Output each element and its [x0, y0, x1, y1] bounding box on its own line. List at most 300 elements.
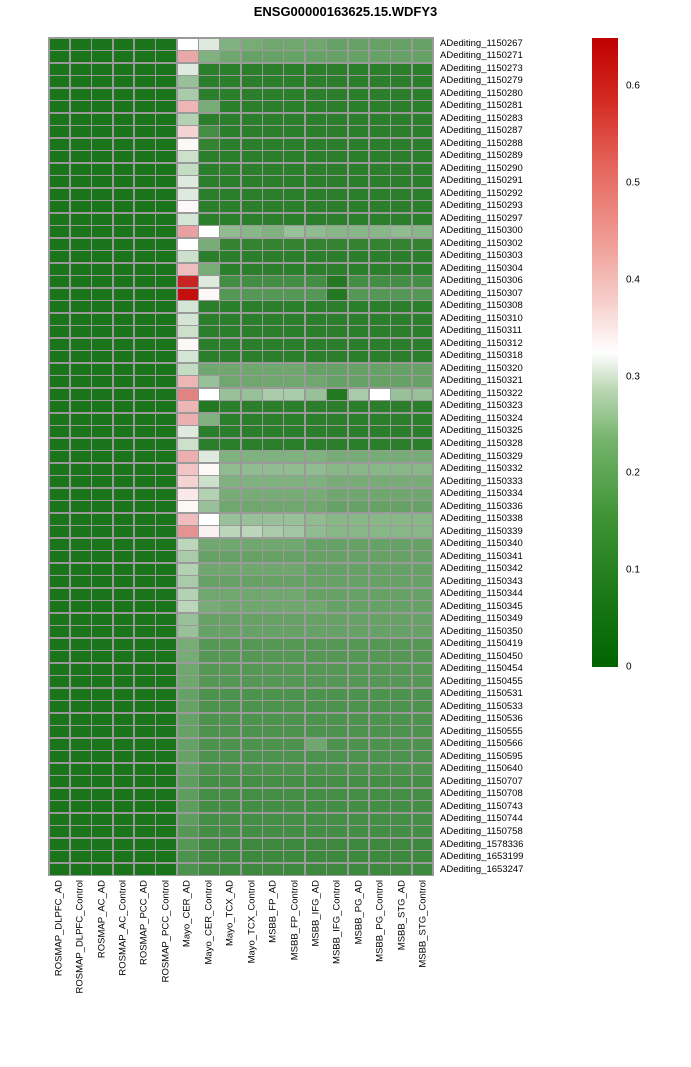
heatmap-cell — [349, 264, 369, 275]
heatmap-cell — [263, 789, 283, 800]
heatmap-cell — [349, 389, 369, 400]
heatmap-cell — [220, 726, 240, 737]
heatmap-cell — [114, 464, 134, 475]
row-label: ADediting_1150312 — [440, 337, 523, 349]
heatmap-cell — [199, 801, 219, 812]
heatmap-cell — [327, 314, 347, 325]
heatmap-cell — [306, 826, 326, 837]
heatmap-cell — [327, 226, 347, 237]
column-label: ROSMAP_AC_Control — [117, 880, 129, 976]
heatmap-cell — [220, 539, 240, 550]
heatmap-cell — [114, 301, 134, 312]
heatmap-cell — [327, 551, 347, 562]
heatmap-cell — [92, 76, 112, 87]
heatmap-cell — [92, 151, 112, 162]
heatmap-cell — [220, 164, 240, 175]
heatmap-cell — [199, 439, 219, 450]
row-label: ADediting_1150303 — [440, 250, 523, 262]
row-label: ADediting_1150707 — [440, 775, 523, 787]
heatmap-cell — [50, 851, 70, 862]
row-label: ADediting_1150708 — [440, 788, 523, 800]
heatmap-cell — [135, 139, 155, 150]
heatmap-cell — [92, 351, 112, 362]
heatmap-cell — [263, 339, 283, 350]
heatmap-cell — [156, 214, 176, 225]
heatmap-cell — [242, 126, 262, 137]
heatmap-cell — [327, 289, 347, 300]
row-label: ADediting_1150279 — [440, 75, 523, 87]
heatmap-cell — [156, 39, 176, 50]
heatmap-cell — [263, 751, 283, 762]
heatmap-cell — [135, 239, 155, 250]
heatmap-cell — [284, 176, 304, 187]
heatmap-cell — [284, 814, 304, 825]
heatmap-cell — [306, 51, 326, 62]
heatmap-cell — [242, 539, 262, 550]
heatmap-grid — [48, 37, 434, 876]
legend-tick-label: 0.4 — [626, 274, 640, 286]
heatmap-cell — [327, 201, 347, 212]
heatmap-cell — [370, 389, 390, 400]
column-label-slot — [69, 880, 90, 1040]
heatmap-cell — [199, 426, 219, 437]
heatmap-cell — [391, 51, 411, 62]
heatmap-cell — [284, 139, 304, 150]
heatmap-cell — [413, 426, 433, 437]
heatmap-cell — [370, 351, 390, 362]
row-label: ADediting_1150297 — [440, 212, 523, 224]
heatmap-cell — [114, 289, 134, 300]
heatmap-cell — [220, 201, 240, 212]
heatmap-cell — [156, 751, 176, 762]
column-label-slot — [91, 880, 112, 1040]
heatmap-cell — [71, 451, 91, 462]
heatmap-cell — [50, 839, 70, 850]
heatmap-cell — [391, 551, 411, 562]
heatmap-cell — [199, 289, 219, 300]
row-label: ADediting_1150302 — [440, 237, 523, 249]
heatmap-cell — [263, 826, 283, 837]
heatmap-cell — [135, 526, 155, 537]
heatmap-cell — [391, 489, 411, 500]
heatmap-cell — [135, 464, 155, 475]
heatmap-cell — [349, 89, 369, 100]
heatmap-cell — [199, 539, 219, 550]
heatmap-cell — [413, 214, 433, 225]
heatmap-cell — [199, 764, 219, 775]
heatmap-cell — [370, 226, 390, 237]
heatmap-cell — [391, 801, 411, 812]
heatmap-cell — [284, 526, 304, 537]
heatmap-cell — [327, 339, 347, 350]
heatmap-cell — [306, 264, 326, 275]
heatmap-cell — [71, 239, 91, 250]
heatmap-cell — [327, 401, 347, 412]
heatmap-cell — [413, 739, 433, 750]
heatmap-cell — [306, 689, 326, 700]
heatmap-cell — [284, 376, 304, 387]
heatmap-cell — [220, 239, 240, 250]
heatmap-cell — [327, 564, 347, 575]
heatmap-cell — [199, 164, 219, 175]
heatmap-cell — [284, 164, 304, 175]
row-label: ADediting_1150325 — [440, 425, 523, 437]
heatmap-cell — [114, 51, 134, 62]
heatmap-cell — [92, 751, 112, 762]
column-label: ROSMAP_PCC_Control — [160, 880, 172, 983]
heatmap-cell — [220, 114, 240, 125]
heatmap-cell — [391, 701, 411, 712]
heatmap-cell — [135, 726, 155, 737]
heatmap-cell — [178, 451, 198, 462]
heatmap-cell — [413, 501, 433, 512]
heatmap-cell — [327, 814, 347, 825]
column-label: MSBB_PG_Control — [374, 880, 386, 962]
heatmap-cell — [263, 639, 283, 650]
heatmap-cell — [306, 439, 326, 450]
heatmap-cell — [391, 476, 411, 487]
heatmap-cell — [263, 551, 283, 562]
heatmap-cell — [220, 89, 240, 100]
heatmap-cell — [114, 389, 134, 400]
heatmap-cell — [50, 251, 70, 262]
heatmap-cell — [92, 451, 112, 462]
heatmap-cell — [349, 489, 369, 500]
heatmap-cell — [156, 276, 176, 287]
heatmap-cell — [135, 301, 155, 312]
heatmap-cell — [349, 64, 369, 75]
heatmap-cell — [327, 839, 347, 850]
heatmap-cell — [199, 751, 219, 762]
heatmap-cell — [199, 614, 219, 625]
heatmap-cell — [135, 514, 155, 525]
heatmap-cell — [327, 101, 347, 112]
heatmap-cell — [391, 851, 411, 862]
heatmap-cell — [199, 351, 219, 362]
heatmap-cell — [306, 64, 326, 75]
heatmap-cell — [220, 626, 240, 637]
heatmap-cell — [114, 751, 134, 762]
heatmap-cell — [220, 176, 240, 187]
heatmap-cell — [327, 826, 347, 837]
heatmap-cell — [220, 326, 240, 337]
heatmap-cell — [71, 376, 91, 387]
heatmap-cell — [135, 226, 155, 237]
heatmap-cell — [50, 639, 70, 650]
column-label: ROSMAP_DLPFC_Control — [74, 880, 86, 994]
row-label: ADediting_1150336 — [440, 500, 523, 512]
heatmap-cell — [370, 764, 390, 775]
heatmap-cell — [92, 526, 112, 537]
heatmap-cell — [135, 414, 155, 425]
heatmap-plot[interactable] — [48, 37, 434, 876]
heatmap-cell — [199, 714, 219, 725]
page-title: ENSG00000163625.15.WDFY3 — [253, 4, 438, 19]
heatmap-cell — [71, 826, 91, 837]
heatmap-cell — [242, 301, 262, 312]
heatmap-cell — [306, 426, 326, 437]
heatmap-cell — [327, 39, 347, 50]
heatmap-cell — [199, 839, 219, 850]
heatmap-cell — [114, 639, 134, 650]
heatmap-cell — [391, 364, 411, 375]
heatmap-cell — [178, 551, 198, 562]
heatmap-cell — [370, 814, 390, 825]
heatmap-cell — [50, 489, 70, 500]
heatmap-cell — [306, 601, 326, 612]
column-label: ROSMAP_AC_AD — [95, 880, 107, 959]
heatmap-cell — [391, 464, 411, 475]
heatmap-cell — [284, 689, 304, 700]
heatmap-cell — [306, 139, 326, 150]
row-label: ADediting_1150306 — [440, 275, 523, 287]
heatmap-cell — [284, 326, 304, 337]
column-label: Mayo_TCX_AD — [224, 880, 236, 946]
color-legend — [592, 38, 640, 673]
heatmap-cell — [220, 351, 240, 362]
heatmap-cell — [327, 489, 347, 500]
heatmap-cell — [156, 601, 176, 612]
heatmap-cell — [327, 589, 347, 600]
heatmap-cell — [156, 526, 176, 537]
heatmap-cell — [263, 114, 283, 125]
heatmap-cell — [135, 864, 155, 875]
heatmap-cell — [413, 126, 433, 137]
heatmap-cell — [114, 476, 134, 487]
heatmap-cell — [413, 689, 433, 700]
heatmap-cell — [135, 839, 155, 850]
heatmap-cell — [349, 664, 369, 675]
heatmap-cell — [370, 276, 390, 287]
heatmap-cell — [156, 651, 176, 662]
heatmap-cell — [114, 576, 134, 587]
heatmap-cell — [263, 289, 283, 300]
heatmap-cell — [242, 339, 262, 350]
heatmap-cell — [92, 626, 112, 637]
heatmap-cell — [92, 701, 112, 712]
heatmap-cell — [156, 664, 176, 675]
heatmap-cell — [114, 814, 134, 825]
heatmap-cell — [50, 76, 70, 87]
heatmap-cell — [50, 64, 70, 75]
heatmap-cell — [413, 264, 433, 275]
row-label: ADediting_1150345 — [440, 600, 523, 612]
heatmap-cell — [370, 526, 390, 537]
heatmap-cell — [199, 514, 219, 525]
heatmap-cell — [178, 314, 198, 325]
heatmap-cell — [263, 189, 283, 200]
heatmap-cell — [306, 701, 326, 712]
heatmap-cell — [284, 789, 304, 800]
heatmap-cell — [220, 864, 240, 875]
heatmap-cell — [156, 801, 176, 812]
heatmap-cell — [284, 401, 304, 412]
heatmap-cell — [327, 301, 347, 312]
heatmap-cell — [71, 864, 91, 875]
heatmap-cell — [413, 464, 433, 475]
heatmap-cell — [71, 164, 91, 175]
heatmap-cell — [114, 526, 134, 537]
column-label-slot — [198, 880, 219, 1040]
heatmap-cell — [370, 726, 390, 737]
heatmap-cell — [370, 739, 390, 750]
heatmap-cell — [71, 276, 91, 287]
heatmap-cell — [413, 726, 433, 737]
heatmap-cell — [327, 151, 347, 162]
heatmap-cell — [50, 764, 70, 775]
heatmap-cell — [242, 826, 262, 837]
heatmap-cell — [327, 576, 347, 587]
heatmap-cell — [327, 476, 347, 487]
heatmap-cell — [135, 376, 155, 387]
heatmap-cell — [114, 114, 134, 125]
heatmap-cell — [50, 739, 70, 750]
column-label: Mayo_TCX_Control — [245, 880, 257, 964]
heatmap-cell — [370, 114, 390, 125]
heatmap-cell — [370, 489, 390, 500]
heatmap-cell — [50, 139, 70, 150]
heatmap-cell — [135, 626, 155, 637]
heatmap-cell — [327, 126, 347, 137]
heatmap-cell — [199, 301, 219, 312]
heatmap-cell — [306, 839, 326, 850]
heatmap-cell — [284, 76, 304, 87]
heatmap-cell — [263, 164, 283, 175]
heatmap-cell — [327, 514, 347, 525]
heatmap-cell — [156, 439, 176, 450]
heatmap-cell — [327, 751, 347, 762]
heatmap-cell — [50, 826, 70, 837]
heatmap-cell — [71, 64, 91, 75]
heatmap-cell — [306, 414, 326, 425]
column-label: Mayo_CER_Control — [203, 880, 215, 965]
heatmap-cell — [199, 551, 219, 562]
heatmap-cell — [220, 101, 240, 112]
heatmap-cell — [284, 826, 304, 837]
heatmap-cell — [92, 114, 112, 125]
heatmap-cell — [114, 64, 134, 75]
heatmap-cell — [220, 189, 240, 200]
heatmap-cell — [135, 389, 155, 400]
heatmap-cell — [306, 514, 326, 525]
heatmap-cell — [135, 151, 155, 162]
heatmap-cell — [135, 639, 155, 650]
heatmap-cell — [178, 351, 198, 362]
heatmap-cell — [284, 51, 304, 62]
heatmap-cell — [50, 376, 70, 387]
row-label: ADediting_1150533 — [440, 700, 523, 712]
column-label: ROSMAP_DLPFC_AD — [52, 880, 64, 977]
column-label: MSBB_FP_AD — [267, 880, 279, 943]
heatmap-cell — [391, 276, 411, 287]
heatmap-cell — [92, 176, 112, 187]
heatmap-cell — [349, 226, 369, 237]
heatmap-cell — [370, 551, 390, 562]
heatmap-cell — [306, 89, 326, 100]
heatmap-cell — [92, 864, 112, 875]
legend-tick-label: 0.3 — [626, 371, 640, 383]
heatmap-cell — [349, 314, 369, 325]
heatmap-cell — [349, 751, 369, 762]
heatmap-cell — [135, 476, 155, 487]
heatmap-cell — [71, 351, 91, 362]
heatmap-cell — [413, 351, 433, 362]
heatmap-cell — [71, 514, 91, 525]
heatmap-cell — [391, 201, 411, 212]
heatmap-cell — [284, 501, 304, 512]
heatmap-cell — [220, 851, 240, 862]
heatmap-cell — [50, 126, 70, 137]
heatmap-cell — [242, 51, 262, 62]
heatmap-cell — [114, 614, 134, 625]
legend-tick-label: 0 — [626, 661, 632, 673]
heatmap-cell — [220, 401, 240, 412]
heatmap-cell — [327, 739, 347, 750]
heatmap-cell — [50, 651, 70, 662]
heatmap-cell — [92, 401, 112, 412]
heatmap-cell — [178, 276, 198, 287]
heatmap-cell — [220, 689, 240, 700]
heatmap-cell — [263, 139, 283, 150]
heatmap-cell — [178, 164, 198, 175]
heatmap-cell — [178, 864, 198, 875]
heatmap-cell — [114, 501, 134, 512]
heatmap-cell — [135, 676, 155, 687]
heatmap-cell — [178, 389, 198, 400]
heatmap-cell — [284, 251, 304, 262]
heatmap-cell — [242, 164, 262, 175]
heatmap-cell — [284, 476, 304, 487]
heatmap-cell — [50, 289, 70, 300]
row-label: ADediting_1150304 — [440, 262, 523, 274]
heatmap-cell — [199, 326, 219, 337]
heatmap-cell — [263, 526, 283, 537]
heatmap-cell — [114, 339, 134, 350]
row-label: ADediting_1150329 — [440, 450, 523, 462]
heatmap-cell — [263, 101, 283, 112]
heatmap-cell — [370, 864, 390, 875]
heatmap-cell — [135, 776, 155, 787]
heatmap-cell — [92, 89, 112, 100]
heatmap-cell — [263, 651, 283, 662]
heatmap-cell — [327, 176, 347, 187]
row-label: ADediting_1150332 — [440, 463, 523, 475]
heatmap-cell — [114, 514, 134, 525]
heatmap-cell — [263, 214, 283, 225]
heatmap-cell — [327, 239, 347, 250]
heatmap-cell — [178, 151, 198, 162]
heatmap-cell — [284, 276, 304, 287]
heatmap-cell — [327, 451, 347, 462]
heatmap-cell — [92, 439, 112, 450]
heatmap-cell — [156, 64, 176, 75]
heatmap-cell — [391, 314, 411, 325]
column-label-slot — [412, 880, 433, 1040]
heatmap-cell — [135, 851, 155, 862]
column-label: MSBB_STG_Control — [417, 880, 429, 968]
heatmap-cell — [306, 726, 326, 737]
heatmap-cell — [178, 376, 198, 387]
heatmap-cell — [220, 439, 240, 450]
heatmap-cell — [242, 289, 262, 300]
heatmap-cell — [306, 776, 326, 787]
heatmap-cell — [156, 164, 176, 175]
heatmap-cell — [178, 489, 198, 500]
heatmap-cell — [178, 214, 198, 225]
heatmap-cell — [242, 864, 262, 875]
heatmap-cell — [178, 839, 198, 850]
row-label: ADediting_1150758 — [440, 825, 523, 837]
